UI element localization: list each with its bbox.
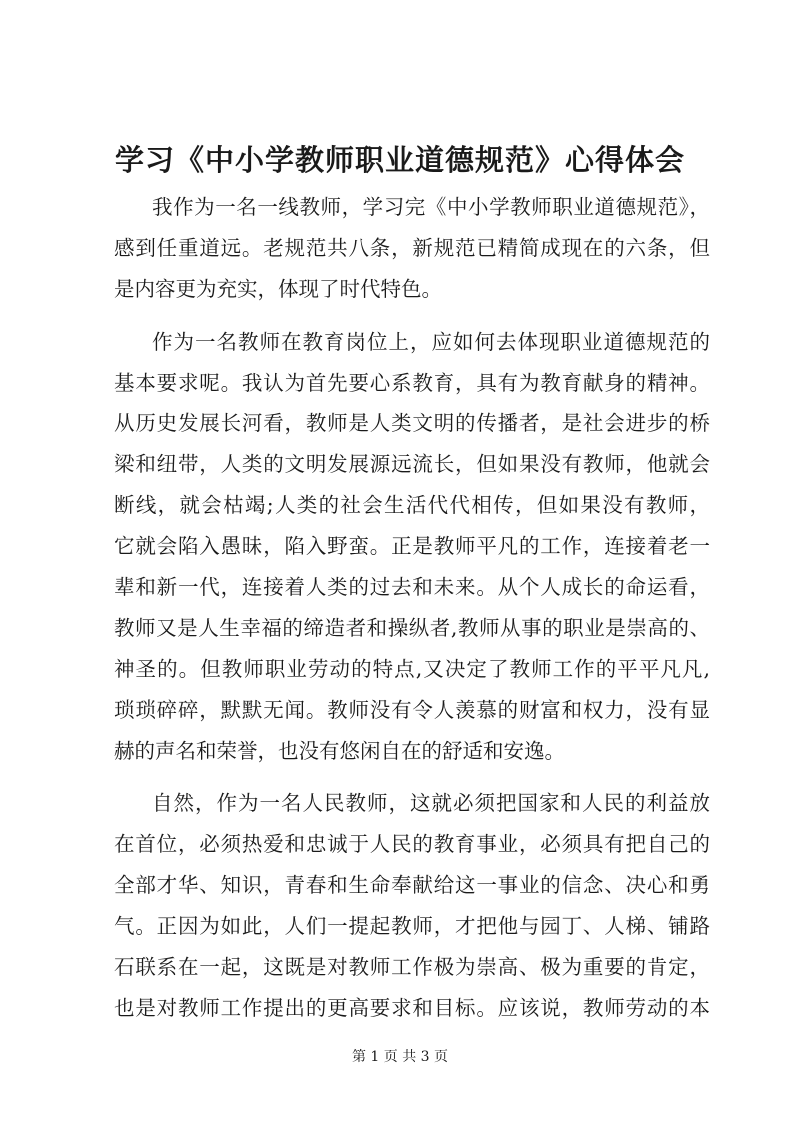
document-title: 学习《中小学教师职业道德规范》心得体会 bbox=[114, 143, 685, 177]
text-line: 辈和新一代，连接着人类的过去和未来。从个人成长的命运看， bbox=[114, 575, 710, 600]
text-line: 全部才华、知识，青春和生命奉献给这一事业的信念、决心和勇 bbox=[114, 873, 710, 898]
text-line: 从历史发展长河看，教师是人类文明的传播者，是社会进步的桥 bbox=[114, 411, 710, 436]
text-line: 石联系在一起，这既是对教师工作极为崇高、极为重要的肯定， bbox=[114, 955, 710, 980]
text-line: 自然，作为一名人民教师，这就必须把国家和人民的利益放 bbox=[152, 791, 710, 816]
text-line: 是内容更为充实，体现了时代特色。 bbox=[114, 276, 442, 301]
text-line: 断线，就会枯竭;人类的社会生活代代相传，但如果没有教师， bbox=[114, 493, 710, 518]
text-line: 感到任重道远。老规范共八条，新规范已精简成现在的六条，但 bbox=[114, 235, 710, 260]
page-footer: 第 1 页 共 3 页 bbox=[351, 1049, 449, 1065]
text-line: 教师又是人生幸福的缔造者和操纵者,教师从事的职业是崇高的、 bbox=[114, 615, 710, 640]
text-line: 也是对教师工作提出的更高要求和目标。应该说，教师劳动的本 bbox=[114, 995, 710, 1020]
text-line: 神圣的。但教师职业劳动的特点,又决定了教师工作的平平凡凡, bbox=[114, 656, 710, 681]
document-body bbox=[114, 187, 710, 1029]
text-line: 基本要求呢。我认为首先要心系教育，具有为教育献身的精神。 bbox=[114, 370, 710, 395]
paragraph bbox=[114, 783, 710, 1028]
text-line: 它就会陷入愚昧，陷入野蛮。正是教师平凡的工作，连接着老一 bbox=[114, 534, 710, 559]
text-line: 我作为一名一线教师，学习完《中小学教师职业道德规范》， bbox=[152, 195, 710, 219]
text-line: 梁和纽带，人类的文明发展源远流长，但如果没有教师，他就会 bbox=[114, 452, 710, 477]
text-line: 作为一名教师在教育岗位上，应如何去体现职业道德规范的 bbox=[152, 329, 710, 354]
text-line: 在首位，必须热爱和忠诚于人民的教育事业，必须具有把自己的 bbox=[114, 832, 710, 857]
text-line: 赫的声名和荣誉，也没有悠闲自在的舒适和安逸。 bbox=[114, 738, 565, 763]
paragraph bbox=[114, 187, 710, 310]
text-line: 气。正因为如此，人们一提起教师，才把他与园丁、人梯、铺路 bbox=[114, 914, 710, 939]
text-line: 琐琐碎碎，默默无闻。教师没有令人羡慕的财富和权力，没有显 bbox=[114, 697, 710, 722]
paragraph bbox=[114, 322, 710, 772]
